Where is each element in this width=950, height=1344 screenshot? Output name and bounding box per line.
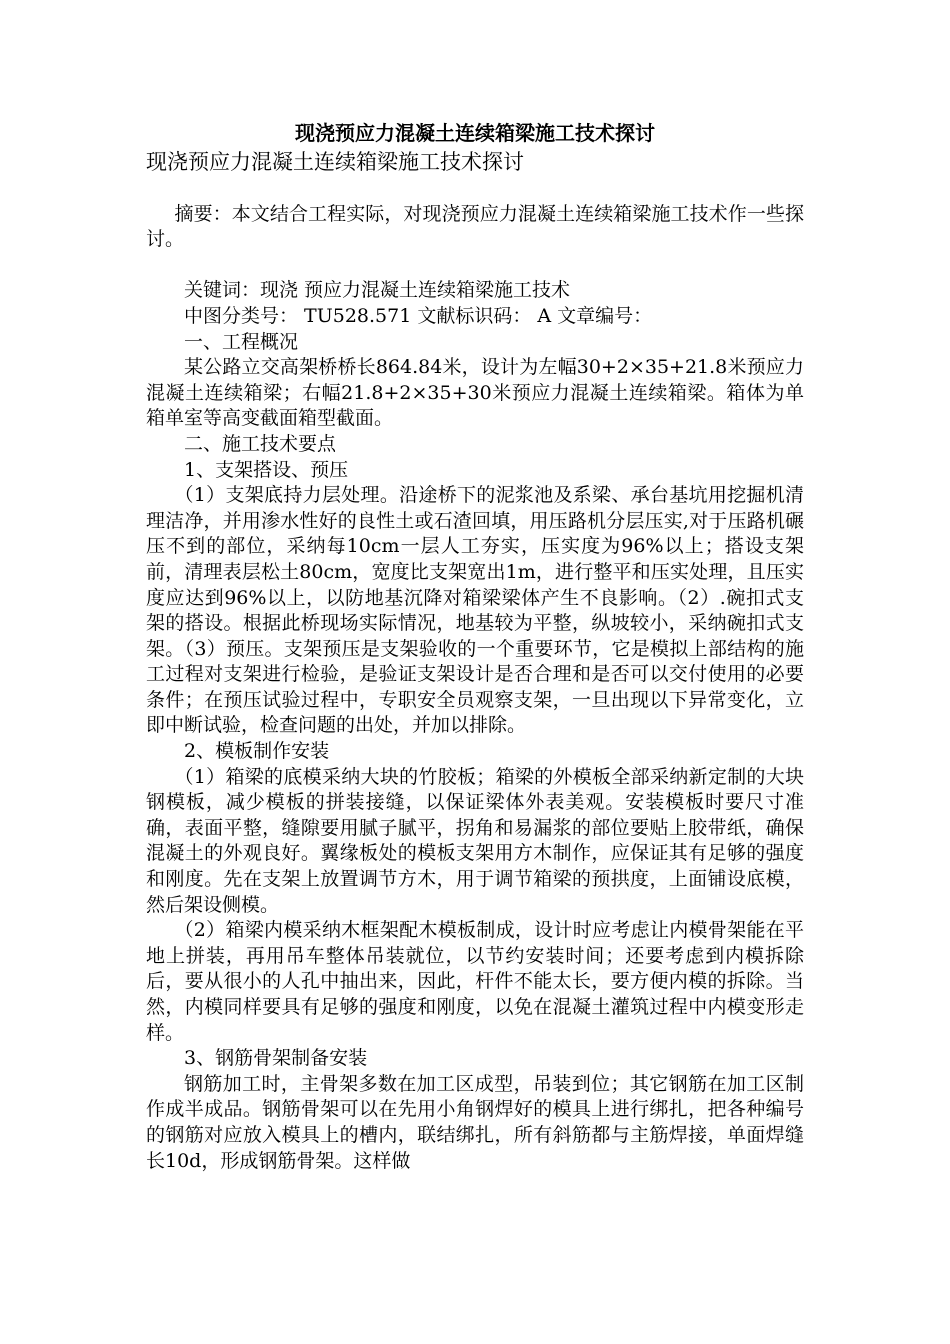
body-paragraph: （2）箱梁内模采纳木框架配木模板制成，设计时应考虑让内模骨架能在平地上拼装，再用吊车整体吊装就位，以节约安装时间；还要考虑到内模拆除后，要从很小的人孔中抽出来，因此，杆件不能太长，要方便内模的拆除。当然，内模同样要具有足够的强度和刚度，以免在混凝土灌筑过程中内模变形走样。: [146, 919, 804, 1044]
body-paragraph: （1）箱梁的底模采纳大块的竹胶板；箱梁的外模板全部采纳新定制的大块钢模板，减少模板的拼装接缝，以保证梁体外表美观。安装模板时要尺寸准确，表面平整，缝隙要用腻子腻平，拐角和易漏浆的部位要贴上胶带纸，确保混凝土的外观良好。翼缘板处的模板支架用方木制作，应保证其有足够的强度和刚度。先在支架上放置调节方木，用于调节箱梁的预拱度，上面铺设底模，然后架设侧模。: [146, 765, 804, 916]
section-heading: 一、工程概况: [184, 330, 299, 353]
body-paragraph: 钢筋加工时，主骨架多数在加工区成型，吊装到位；其它钢筋在加工区制作成半成品。钢筋骨架可以在先用小角钢焊好的模具上进行绑扎，把各种编号的钢筋对应放入模具上的槽内，联结绑扎，所有斜筋都与主筋焊接，单面焊缝长10d，形成钢筋骨架。这样做: [146, 1072, 804, 1172]
classification-line: 中图分类号： TU528.571 文献标识码： A 文章编号：: [184, 304, 653, 327]
document-subtitle: 现浇预应力混凝土连续箱梁施工技术探讨: [146, 150, 524, 174]
body-paragraph: 某公路立交高架桥桥长864.84米，设计为左幅30+2×35+21.8米预应力混凝土连续箱梁；右幅21.8+2×35+30米预应力混凝土连续箱梁。箱体为单箱单室等高变截面箱型截面。: [146, 356, 804, 430]
blank-line: [146, 176, 804, 202]
section-heading: 二、施工技术要点: [184, 432, 337, 455]
keywords-line: 关键词：现浇 预应力混凝土连续箱梁施工技术: [184, 279, 571, 302]
subsection-heading: 3、钢筋骨架制备安装: [184, 1047, 368, 1070]
subsection-heading: 1、支架搭设、预压: [184, 458, 349, 481]
document-page: [146, 118, 804, 1174]
body-paragraph: （1）支架底持力层处理。沿途桥下的泥浆池及系梁、承台基坑用挖掘机清理洁净，并用渗水性好的良性土或石渣回填，用压路机分层压实,对于压路机碾压不到的部位，采纳每10cm一层人工夯实，压实度为96%以上；搭设支架前，清理表层松土80cm，宽度比支架宽出1m，进行整平和压实处理，且压实度应达到96%以上，以防地基沉降对箱梁梁体产生不良影响。（2）.碗扣式支架的搭设。根据此桥现场实际情况，地基较为平整，纵坡较小，采纳碗扣式支架。（3）预压。支架预压是支架验收的一个重要环节，它是模拟上部结构的施工过程对支架进行检验，是验证支架设计是否合理和是否可以交付使用的必要条件；在预压试验过程中，专职安全员观察支架，一旦出现以下异常变化，立即中断试验，检查问题的出处，并加以排除。: [146, 484, 804, 737]
blank-line: [146, 253, 804, 279]
document-title: 现浇预应力混凝土连续箱梁施工技术探讨: [295, 121, 655, 145]
subsection-heading: 2、模板制作安装: [184, 740, 330, 763]
abstract-paragraph: 摘要：本文结合工程实际，对现浇预应力混凝土连续箱梁施工技术作一些探讨。: [146, 202, 804, 251]
